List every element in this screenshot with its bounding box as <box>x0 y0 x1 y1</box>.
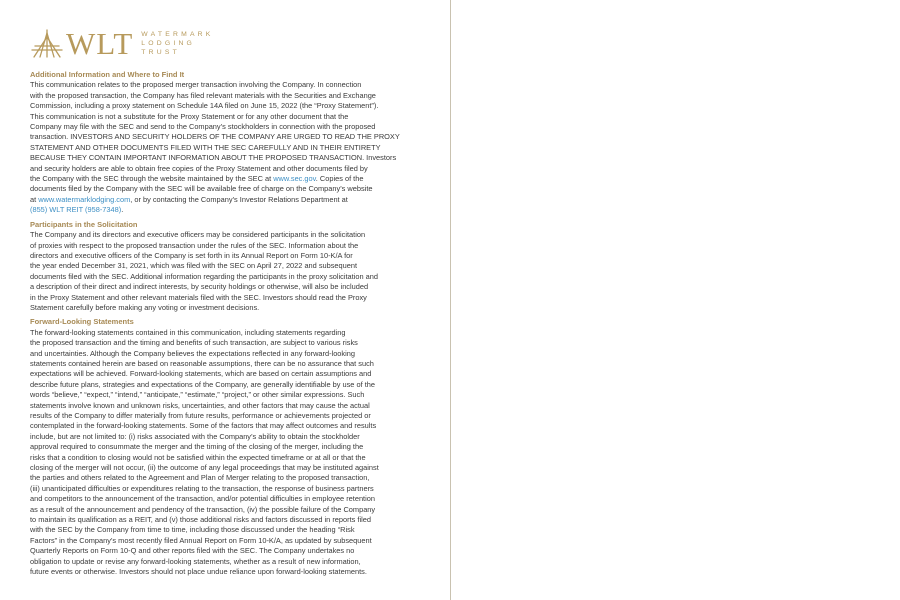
body-text: . <box>121 205 124 215</box>
logo-wordmark: WLT <box>66 25 134 61</box>
section-heading-participants: Participants in the Solicitation <box>30 219 138 229</box>
section-heading-forward-looking: Forward-Looking Statements <box>30 317 134 327</box>
section-body-additional-information <box>30 80 440 215</box>
page-divider <box>450 0 451 600</box>
section-body-forward-looking: The forward-looking statements contained in this communication, including statements regarding the proposed transaction and the timing and benefits of such transaction, are subject to various risks and uncertainties. Although the Company believes the expectations reflected in any forward-looking statements contained herein are based on reasonable assumptions, there can be no assurance that such expectations will be achieved. Forward-looking statements, which are based on certain assumptions and describe future plans, strategies and expectations of the Company, are generally identifiable by use of the words “believe,” “expect,” “intend,” “anticipate,” “estimate,” “project,” or other similar expressions. Such statements involve known and unknown risks, uncertainties, and other factors that may cause the actual results of the Company to differ materially from future results, performance or achievements projected or contemplated in the forward-looking statements. Some of the factors that may affect outcomes and results include, but are not limited to: (i) risks associated with the Company’s ability to obtain the stockholder approval required to consummate the merger and the timing of the closing of the merger, including the risks that a condition to closing would not be satisfied within the expected timeframe or at all or that the closing of the merger will not occur, (ii) the outcome of any legal proceedings that may be instituted against the parties and others related to the Agreement and Plan of Merger relating to the proposed transaction, (iii) unanticipated difficulties or expenditures relating to the transaction, the response of business partners and competitors to the announcement of the transaction, and/or potential difficulties in employee retention as a result of the announcement and pendency of the transaction, (iv) the possible failure of the Company to maintain its qualification as a REIT, and (v) those additional risks and factors discussed in reports filed with the SEC by the Company from time to time, including those discussed under the heading “Risk Factors” in the Company’s most recently filed Annual Report on Form 10-K/A, as updated by subsequent Quarterly Reports on Form 10-Q and other reports filed with the SEC. The Company undertakes no obligation to update or revise any forward-looking statements, whether as a result of new information, future events or otherwise. Investors should not place undue reliance upon forward-looking statements. <box>30 327 379 577</box>
wheat-logo-icon <box>30 28 64 58</box>
logo-subtitle <box>141 30 213 57</box>
logo-line-1: WATERMARK <box>141 30 214 38</box>
company-logo <box>30 27 214 59</box>
sec-website-link[interactable]: www.sec.gov <box>273 174 316 184</box>
body-text: , or by contacting the Company’s Investor Relations Department at <box>130 194 348 204</box>
section-body-participants: The Company and its directors and executive officers may be considered participants in the solicitation of proxies with respect to the proposed transaction under the rules of the SEC. Information about the directors and executive officers of the Company is set forth in its Annual Report on Form 10-K/A for the year ended December 31, 2021, which was filed with the SEC on April 27, 2022 and subsequent documents filed with the SEC. Additional information regarding the participants in the proxy solicitation and a description of their direct and indirect interests, by security holdings or otherwise, will also be included in the Proxy Statement and other relevant materials filed with the SEC. Investors should read the Proxy Statement carefully before making any voting or investment decisions. <box>30 230 378 312</box>
company-website-link[interactable]: www.watermarklodging.com <box>38 194 131 204</box>
logo-line-3: TRUST <box>141 48 180 56</box>
document-body <box>30 70 440 582</box>
section-heading-additional-information: Additional Information and Where to Find It <box>30 70 185 79</box>
logo-line-2: LODGING <box>141 39 196 47</box>
body-text: . Copies of the documents filed by the Company with the SEC will be available free of charge on the Company’s website at <box>30 174 373 204</box>
body-text: This communication relates to the proposed merger transaction involving the Company. In connection with the proposed transaction, the Company has filed relevant materials with the Securities and Exchange Commission, including a proxy statement on Schedule 14A filed on June 15, 2022 (the “Proxy Statement”). This communication is not a substitute for the Proxy Statement or for any other document that the Company may file with the SEC and send to the Company’s stockholders in connection with the proposed transaction. INVESTORS AND SECURITY HOLDERS OF THE COMPANY ARE URGED TO READ THE PROXY STATEMENT AND OTHER DOCUMENTS FILED WITH THE SEC CAREFULLY AND IN THEIR ENTIRETY BECAUSE THEY CONTAIN IMPORTANT INFORMATION ABOUT THE PROPOSED TRANSACTION. Investors and security holders are able to obtain free copies of the Proxy Statement and other documents filed by the Company with the SEC through the website maintained by the SEC at <box>30 80 400 184</box>
investor-relations-phone-link[interactable]: (855) WLT REIT (958-7348) <box>30 205 122 215</box>
